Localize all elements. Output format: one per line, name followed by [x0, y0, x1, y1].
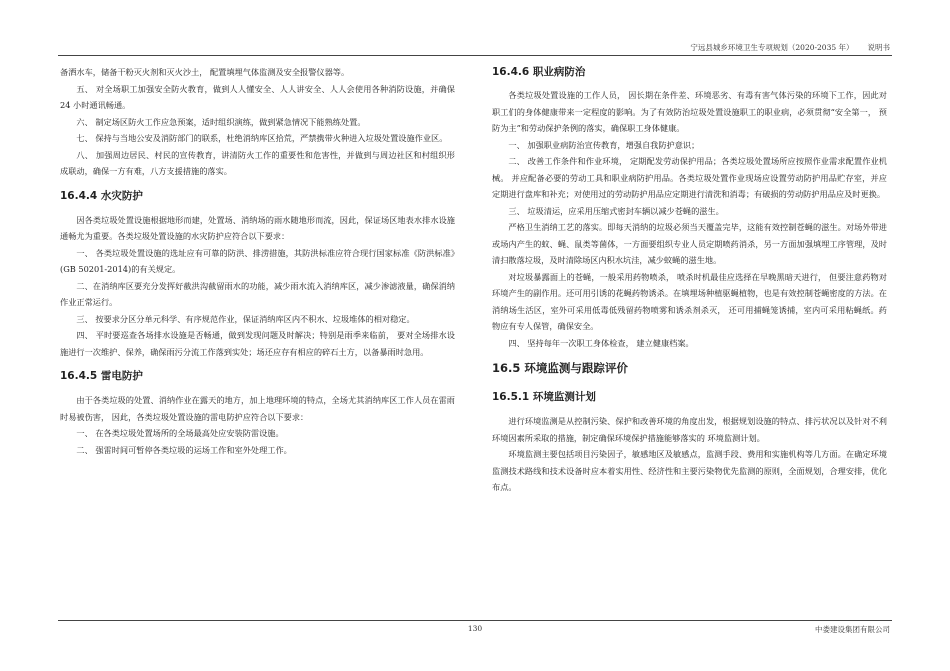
- paragraph: 二、在消纳库区要充分发挥好截洪沟截留雨水的功能，减少雨水流入消纳库区，减少渗滤液量，确保消纳作业正常运行。: [60, 280, 455, 307]
- chapter-heading-monitoring: 16.5 环境监测与跟踪评价: [492, 361, 628, 375]
- paragraph: 三、 垃圾清运，应采用压缩式密封车辆以减少苍蝇的滋生。: [508, 205, 724, 216]
- paragraph: 严格卫生消纳工艺的落实。即每天消纳的垃圾必须当天覆盖完毕，这能有效控制苍蝇的滋生。对场外带进或场内产生的蚊、蝇、鼠类等菌体，一方面要组织专业人员定期喷药消杀，另一方面加强填埋工序管理，及时清扫散落垃圾，及时清除场区内积水坑洼，减少蚊蝇的滋生地。: [492, 222, 887, 265]
- section-heading-monitoring-plan: 16.5.1 环境监测计划: [492, 391, 596, 403]
- left-column: [60, 64, 455, 458]
- paragraph: 八、 加强周边居民、村民的宣传教育，讲清防火工作的重要性和危害性，并做到与周边社区和村组织形成联动，确保一方有难，八方支援措施的落实。: [60, 149, 455, 176]
- paragraph: 七、 保持与当地公安及消防部门的联系，杜绝消纳库区拾荒，严禁携带火种进入垃圾处置设施作业区。: [76, 133, 448, 143]
- section-heading-occupational: 16.4.6 职业病防治: [492, 66, 586, 78]
- header-doc-part: 说明书: [867, 43, 890, 52]
- section-heading-flood: 16.4.4 水灾防护: [60, 189, 143, 202]
- paragraph: 进行环境监测是从控制污染、保护和改善环境的角度出发，根据规划设施的特点、排污状况以及针对不利环境因素所采取的措施，制定确保环境保护措施能够落实的 环境监测计划。: [492, 416, 887, 443]
- header-doc-title: 宁远县城乡环境卫生专项规划（2020-2035 年）: [690, 43, 854, 52]
- paragraph: 二、 强雷时间可暂停各类垃圾的运场工作和室外处理工作。: [76, 444, 292, 455]
- paragraph: 四、 平时要巡查各场排水设施是否畅通，做到发现问题及时解决；特别是雨季来临前， 要对全场排水设施进行一次维护、保养，确保雨污分流工作落到实处；场还应存有相应的碎石土方，以备暴雨时急用。: [60, 330, 455, 357]
- paragraph: 一、 加强职业病防治宣传教育，增强自我防护意识；: [508, 139, 700, 150]
- paragraph: 因各类垃圾处置设施根据地形而建，处置场、消纳场的雨水随地形而流，因此，保证场区地表水排水设施通畅尤为重要。各类垃圾处置设施的水灾防护应符合以下要求：: [60, 214, 455, 241]
- header-rule: [58, 55, 892, 56]
- paragraph: 备洒水车，储备干粉灭火剂和灭火沙土， 配置填埋气体监测及安全报警仪器等。: [60, 67, 350, 77]
- page-number: 130: [467, 624, 483, 633]
- paragraph: 三、 按要求分区分单元科学、有序规范作业，保证消纳库区内不积水、垃圾堆体的相对稳定。: [76, 313, 415, 324]
- paragraph: 对垃圾暴露面上的苍蝇，一般采用药物喷杀， 喷杀时机最佳应选择在早晚黑暗天进行， 但要注意药物对环境产生的副作用。还可用引诱的花蝇药物诱杀。在填埋场种植驱蝇植物，也是有效控制苍蝇密度的方法。在消纳场生活区，室外可采用低毒低残留药物喷雾和诱杀剂杀灭， 还可用捕蝇笼诱捕，室内可采用粘蝇纸。药物应有专人保管，确保安全。: [492, 271, 887, 331]
- section-heading-lightning: 16.4.5 雷电防护: [60, 370, 143, 382]
- footer-company: 中娄建设集团有限公司: [815, 625, 890, 634]
- paragraph: 六、 制定场区防火工作应急预案，适时组织演练，做到紧急情况下能熟练处置。: [76, 116, 366, 127]
- right-column: [492, 64, 887, 496]
- paragraph: 五、 对全场职工加强安全防火教育，做到人人懂安全、人人讲安全、人人会使用各种消防设施，并确保 24 小时通讯畅通。: [60, 83, 455, 110]
- paragraph: 一、 各类垃圾处置设施的选址应有可靠的防洪、排涝措施，其防洪标准应符合现行国家标准《防洪标准》(GB 50201-2014)的有关规定。: [60, 247, 455, 274]
- paragraph: 各类垃圾处置设施的工作人员， 因长期在条件差、环境恶劣、有毒有害气体污染的环境下工作，因此对职工们的身体健康带来一定程度的影响。为了有效防治垃圾处置设施职工的职业病，必须贯彻“安全第一， 预防为主”和劳动保护条例的落实，确保职工身体健康。: [492, 90, 887, 133]
- paragraph: 一、 在各类垃圾处置场所的全场最高处应安装防雷设施。: [76, 428, 284, 438]
- paragraph: 二、 改善工作条件和作业环境， 定期配发劳动保护用品；各类垃圾处置场所应按照作业需求配置作业机械。 并应配备必要的劳动工具和职业病防护用品。各类垃圾处置作业现场应设置劳动防护用品贮存室，并应定期进行盘库和补充；对使用过的劳动防护用品应定期进行清洗和消毒；有破损的劳动防护用品应及时更换。: [492, 156, 887, 199]
- footer-rule: [58, 620, 892, 621]
- paragraph: 由于各类垃圾的处置、消纳作业在露天的地方，加上地理环境的特点，全场尤其消纳库区工作人员在雷雨时易被伤害， 因此，各类垃圾处置设施的雷电防护应符合以下要求：: [60, 395, 455, 422]
- running-header: [690, 42, 890, 53]
- paragraph: 四、 坚持每年一次职工身体检查， 建立健康档案。: [508, 337, 694, 348]
- paragraph: 环境监测主要包括项目污染因子，敏感地区及敏感点，监测手段、费用和实施机构等几方面。在确定环境监测技术路线和技术设备时应本着实用性、经济性和主要污染物优先监测的原则，全面规划，合理安排，优化布点。: [492, 449, 887, 492]
